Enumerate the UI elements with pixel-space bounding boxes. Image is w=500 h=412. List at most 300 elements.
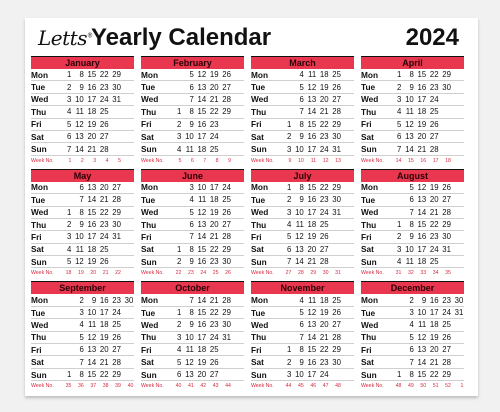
day-number: 5 [189,207,194,217]
day-number: 16 [307,195,317,205]
week-number: 48 [395,383,402,390]
day-number: 4 [397,257,402,267]
day-number: 25 [222,195,231,205]
week-number: 29 [310,270,317,277]
day-number: 25 [332,295,341,305]
weekday-row [361,356,464,368]
day-number: 20 [197,370,207,379]
month-name: August [361,169,464,182]
day-number: 10 [75,232,84,242]
weekday-label: Thu [31,332,47,343]
day-number: 12 [185,357,194,367]
month-name: June [141,169,244,182]
day-number: 16 [307,357,317,367]
weekday-label: Sat [141,357,154,368]
month-name: March [251,56,354,69]
day-number: 24 [209,132,219,142]
weekday-row [361,244,464,256]
day-number: 28 [222,94,231,104]
day-number: 23 [442,295,451,305]
day-number: 4 [299,70,304,80]
day-number: 31 [454,308,464,318]
calendar-header [31,18,472,56]
day-number: 19 [429,182,439,192]
day-number: 18 [307,220,317,230]
week-label: Week No. [31,157,54,164]
weekday-row [361,332,464,344]
week-number: 21 [102,270,109,277]
weekday-row [141,356,244,368]
weekday-label: Wed [31,94,49,105]
weekday-label: Tue [31,82,46,93]
weekday-row [361,231,464,243]
weekday-label: Sat [31,131,44,142]
day-number: 13 [87,182,97,192]
day-number: 23 [209,320,219,330]
weekday-label: Wed [251,94,269,105]
day-number: 23 [319,195,329,205]
day-number: 17 [197,132,207,142]
week-number: 42 [200,383,207,390]
day-number: 30 [332,132,341,142]
day-number: 12 [87,332,97,342]
day-number: 11 [185,345,194,355]
day-number: 4 [67,244,72,254]
week-number: 22 [115,270,121,277]
weekday-row [361,256,464,268]
weekday-row [251,256,354,268]
week-number: 40 [175,383,182,390]
day-number: 6 [409,345,414,355]
day-number: 27 [112,182,121,192]
weekday-label: Fri [141,344,152,355]
day-number: 17 [307,370,317,379]
weekday-label: Sun [251,369,267,380]
week-number: 12 [322,157,329,164]
week-number: 34 [432,270,439,277]
week-number: 13 [335,157,341,164]
day-number: 14 [295,257,304,267]
day-number: 18 [319,70,329,80]
weekday-label: Mon [361,295,379,306]
day-number: 2 [67,82,72,92]
weekday-label: Wed [141,94,159,105]
day-number: 4 [299,295,304,305]
day-number: 27 [442,345,451,355]
day-number: 23 [319,132,329,142]
day-number: 28 [332,332,341,342]
weekday-row [31,319,134,331]
day-number: 3 [287,370,292,379]
day-number: 9 [409,82,414,92]
day-number: 18 [417,107,427,117]
weekday-label: Thu [31,219,47,230]
day-number: 2 [397,232,402,242]
week-number: 45 [298,383,304,390]
day-number: 12 [307,308,317,318]
weekday-row [31,69,134,81]
day-number: 20 [417,132,427,142]
day-number: 16 [417,82,427,92]
week-number: 49 [408,383,414,390]
day-number: 21 [319,107,329,117]
day-number: 8 [189,244,194,254]
day-number: 25 [442,320,451,330]
weekday-row [361,319,464,331]
day-number: 9 [409,232,414,242]
day-number: 5 [397,119,402,129]
week-numbers-row [31,381,134,391]
weekday-row [31,207,134,219]
day-number: 19 [429,332,439,342]
weekday-row [361,307,464,319]
weekday-row [361,344,464,356]
weekday-row [251,307,354,319]
day-number: 25 [99,244,109,254]
day-number: 28 [112,357,121,367]
day-number: 27 [99,132,109,142]
day-number: 22 [429,370,439,379]
weekday-row [361,69,464,81]
day-number: 30 [112,82,121,92]
week-number: 3 [93,157,97,164]
week-number: 9 [228,157,231,164]
day-number: 20 [99,345,109,355]
week-number: 48 [335,383,341,390]
weekday-row [141,319,244,331]
month-august [361,169,464,279]
week-numbers-row [141,268,244,278]
month-name: April [361,56,464,69]
weekday-row [251,244,354,256]
day-number: 24 [442,308,451,318]
day-number: 31 [442,244,451,254]
day-number: 14 [405,144,414,154]
week-number: 40 [127,383,134,390]
weekday-label: Fri [141,231,152,242]
day-number: 21 [99,195,109,205]
day-number: 10 [185,132,194,142]
weekday-label: Thu [361,106,377,117]
week-number: 23 [188,270,194,277]
day-number: 16 [429,295,439,305]
day-number: 26 [222,70,231,80]
day-number: 11 [198,195,207,205]
day-number: 11 [295,220,304,230]
day-number: 25 [112,320,121,330]
weekday-row [141,344,244,356]
day-number: 13 [295,244,304,254]
day-number: 27 [319,244,329,254]
day-number: 14 [417,357,427,367]
day-number: 18 [197,144,207,154]
day-number: 30 [124,295,134,305]
day-number: 1 [397,370,402,379]
weekday-row [141,119,244,131]
day-number: 4 [397,107,402,117]
day-number: 19 [319,308,329,318]
day-number: 6 [79,182,84,192]
day-number: 3 [397,244,402,254]
day-number: 7 [299,332,304,342]
day-number: 9 [79,220,84,230]
day-number: 14 [307,332,317,342]
day-number: 17 [417,94,427,104]
weekday-row [361,207,464,219]
brand-logo [38,26,92,50]
day-number: 1 [397,70,402,80]
weekday-row [31,219,134,231]
week-number: 16 [420,157,427,164]
month-name: October [141,281,244,294]
month-february [141,56,244,166]
day-number: 5 [299,82,304,92]
day-number: 7 [79,195,84,205]
day-number: 25 [209,144,219,154]
day-number: 4 [177,144,182,154]
day-number: 10 [75,94,84,104]
day-number: 12 [197,70,207,80]
weekday-row [141,194,244,206]
day-number: 29 [112,370,121,379]
day-number: 10 [295,144,304,154]
day-number: 12 [405,119,414,129]
day-number: 1 [287,182,292,192]
month-name: July [251,169,354,182]
brand-name: Letts [38,26,87,50]
day-number: 22 [209,107,219,117]
weekday-row [141,106,244,118]
months-grid [31,56,472,391]
day-number: 20 [99,182,109,192]
day-number: 11 [88,320,97,330]
week-number: 5 [178,157,182,164]
calendar-title: Yearly Calendar [91,24,272,51]
month-january [31,56,134,166]
day-number: 24 [429,244,439,254]
day-number: 28 [442,207,451,217]
weekday-row [31,231,134,243]
day-number: 29 [112,70,121,80]
weekday-row [361,131,464,143]
day-number: 6 [189,82,194,92]
weekday-row [141,219,244,231]
day-number: 13 [185,370,194,379]
weekday-row [31,369,134,381]
weekday-label: Tue [141,194,156,205]
day-number: 21 [307,257,317,267]
day-number: 7 [287,257,292,267]
day-number: 19 [87,119,97,129]
weekday-label: Fri [31,344,42,355]
day-number: 9 [189,257,194,267]
week-number: 35 [65,383,72,390]
day-number: 30 [442,82,451,92]
day-number: 8 [299,345,304,355]
day-number: 8 [409,220,414,230]
day-number: 14 [417,207,427,217]
weekday-row [251,344,354,356]
day-number: 7 [299,107,304,117]
weekday-label: Mon [141,182,159,193]
day-number: 4 [79,320,84,330]
week-label: Week No. [141,383,164,390]
day-number: 11 [405,107,414,117]
week-label: Week No. [31,383,54,390]
day-number: 26 [99,257,109,267]
day-number: 22 [209,244,219,254]
weekday-label: Mon [361,182,379,193]
weekday-row [251,131,354,143]
day-number: 28 [222,232,231,242]
weekday-row [141,81,244,93]
day-number: 17 [209,182,219,192]
day-number: 29 [442,220,451,230]
day-number: 28 [222,295,231,305]
day-number: 3 [67,94,72,104]
weekday-label: Sun [31,256,47,267]
weekday-label: Thu [141,219,157,230]
day-number: 29 [442,370,451,379]
weekday-row [251,81,354,93]
day-number: 27 [209,370,219,379]
week-number: 27 [285,270,292,277]
weekday-row [31,244,134,256]
day-number: 9 [299,195,304,205]
day-number: 30 [442,232,451,242]
day-number: 20 [319,320,329,330]
week-number: 41 [188,383,194,390]
day-number: 3 [177,132,182,142]
week-number: 8 [215,157,219,164]
day-number: 13 [417,195,427,205]
day-number: 18 [417,257,427,267]
month-july [251,169,354,279]
weekday-row [251,194,354,206]
day-number: 5 [79,332,84,342]
day-number: 19 [209,70,219,80]
day-number: 15 [307,119,317,129]
week-number: 52 [445,383,451,390]
day-number: 3 [409,308,414,318]
day-number: 7 [189,94,194,104]
day-number: 8 [189,107,194,117]
week-number: 33 [420,270,427,277]
day-number: 5 [67,257,72,267]
weekday-row [251,182,354,194]
day-number: 26 [209,357,219,367]
day-number: 28 [332,107,341,117]
day-number: 11 [418,320,427,330]
day-number: 4 [177,345,182,355]
day-number: 21 [319,332,329,342]
day-number: 25 [332,70,341,80]
day-number: 23 [112,295,121,305]
week-label: Week No. [361,383,384,390]
weekday-label: Sun [31,144,47,155]
day-number: 27 [332,94,341,104]
month-april [361,56,464,166]
day-number: 10 [405,244,414,254]
day-number: 13 [417,345,427,355]
weekday-row [141,294,244,306]
day-number: 10 [295,207,304,217]
day-number: 12 [75,119,84,129]
month-name: May [31,169,134,182]
weekday-label: Sun [361,144,377,155]
weekday-row [251,94,354,106]
day-number: 15 [197,244,207,254]
day-number: 17 [87,232,97,242]
weekday-label: Sun [251,256,267,267]
day-number: 15 [197,107,207,117]
weekday-row [361,219,464,231]
week-number: 20 [90,270,97,277]
day-number: 31 [222,332,231,342]
day-number: 9 [421,295,427,305]
day-number: 2 [287,195,292,205]
week-numbers-row [251,156,354,166]
day-number: 28 [99,144,109,154]
weekday-row [251,369,354,381]
day-number: 11 [75,107,84,117]
day-number: 8 [409,370,414,379]
weekday-row [251,207,354,219]
week-numbers-row [31,156,134,166]
day-number: 1 [397,220,402,230]
weekday-row [31,256,134,268]
day-number: 26 [112,332,121,342]
day-number: 30 [222,320,231,330]
day-number: 11 [75,244,84,254]
day-number: 29 [222,308,231,318]
day-number: 8 [79,370,84,379]
day-number: 15 [307,182,317,192]
weekday-row [31,307,134,319]
day-number: 4 [409,320,414,330]
weekday-row [361,143,464,155]
day-number: 24 [222,182,231,192]
day-number: 3 [397,94,402,104]
day-number: 10 [417,308,427,318]
day-number: 29 [442,70,451,80]
day-number: 12 [75,257,84,267]
weekday-label: Thu [251,219,267,230]
weekday-row [251,356,354,368]
day-number: 19 [307,232,317,242]
weekday-row [31,94,134,106]
weekday-row [361,369,464,381]
weekday-label: Mon [141,295,159,306]
day-number: 10 [87,308,97,318]
day-number: 17 [417,244,427,254]
day-number: 8 [189,308,194,318]
day-number: 11 [308,70,317,80]
day-number: 26 [442,332,451,342]
week-numbers-row [361,268,464,278]
day-number: 20 [307,244,317,254]
weekday-label: Tue [361,82,376,93]
day-number: 22 [319,345,329,355]
day-number: 3 [177,332,182,342]
day-number: 6 [299,94,304,104]
day-number: 12 [417,332,427,342]
day-number: 6 [409,195,414,205]
weekday-label: Mon [31,182,49,193]
weekday-label: Sat [251,357,264,368]
weekday-label: Sat [361,131,374,142]
week-number: 31 [335,270,341,277]
